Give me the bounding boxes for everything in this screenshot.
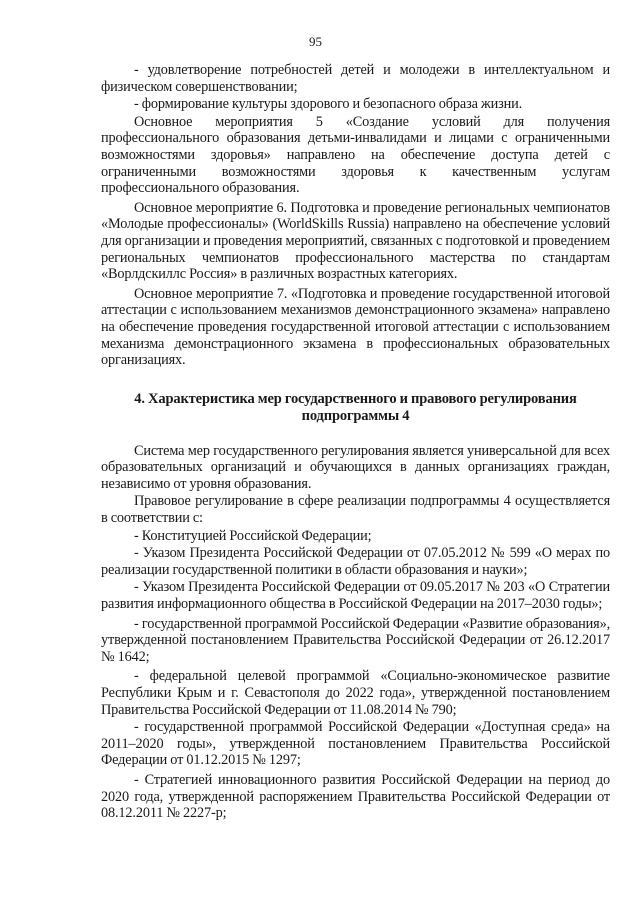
- paragraph-legal-regulation: Правовое регулирование в сфере реализации подпрограммы 4 осуществляется в соответствии с:: [101, 493, 610, 527]
- paragraph-measure-7: Основное мероприятие 7. «Подготовка и проведение государственной итоговой аттестации с использованием механизмов демонстрационного экзамена» направлено на обеспечение проведения государственной итоговой аттестации с использованием механизма демонстрационного экзамена в профессиональных образовательных организациях.: [101, 285, 610, 369]
- list-item-accessible-environment: - государственной программой Российской Федерации «Доступная среда» на 2011–2020 годы», утвержденной постановлением Правительства Российской Федерации от 01.12.2015 № 1297;: [101, 719, 610, 769]
- paragraph-bullet-intellectual: - удовлетворение потребностей детей и молодежи в интеллектуальном и физическом совершенствовании;: [101, 62, 610, 95]
- list-item-innovation-strategy: - Стратегией инновационного развития Российской Федерации на период до 2020 года, утвержденной распоряжением Правительства Российской Федерации от 08.12.2011 № 2227-р;: [101, 771, 610, 822]
- list-item-constitution: - Конституцией Российской Федерации;: [134, 527, 372, 544]
- page-number: 95: [309, 34, 322, 49]
- list-item-decree-203: - Указом Президента Российской Федерации от 09.05.2017 № 203 «О Стратегии развития информационного общества в Российской Федерации на 2017–2030 годы»;: [101, 579, 610, 613]
- paragraph-measure-6: Основное мероприятие 6. Подготовка и проведение региональных чемпионатов «Молодые профессионалы» (WorldSkills Russia) направлено на обеспечение условий для организации и проведения мероприятий, связанных с подготовкой и проведением региональных чемпионатов профессионального мастерства по стандартам «Ворлдскиллс Россия» в различных возрастных категориях.: [101, 199, 610, 283]
- list-item-decree-599: - Указом Президента Российской Федерации от 07.05.2012 № 599 «О мерах по реализации государственной политики в области образования и науки»;: [101, 545, 610, 578]
- list-item-crimea-program: - федеральной целевой программой «Социально-экономическое развитие Республики Крым и г. Севастополя до 2022 года», утвержденной постановлением Правительства Российской Федерации от 11.08.2014 № 790;: [101, 668, 610, 718]
- paragraph-measure-5: Основное мероприятия 5 «Создание условий для получения профессионального образования детьми-инвалидами и лицами с ограниченными возможностями здоровья» направлено на обеспечение доступа детей с ограниченными возможностями здоровья к качественным услугам профессионального образования.: [101, 113, 610, 197]
- paragraph-bullet-health-culture: - формирование культуры здорового и безопасного образа жизни.: [134, 96, 523, 113]
- section-heading: 4. Характеристика мер государственного и правового регулирования подпрограммы 4: [134, 390, 577, 424]
- paragraph-regulation-system: Система мер государственного регулирования является универсальной для всех образовательных организаций и обучающихся в данных организациях граждан, независимо от уровня образования.: [101, 442, 610, 492]
- document-body: [101, 62, 610, 822]
- list-item-program-education: - государственной программой Российской Федерации «Развитие образования», утвержденной постановлением Правительства Российской Федерации от 26.12.2017 № 1642;: [101, 615, 610, 665]
